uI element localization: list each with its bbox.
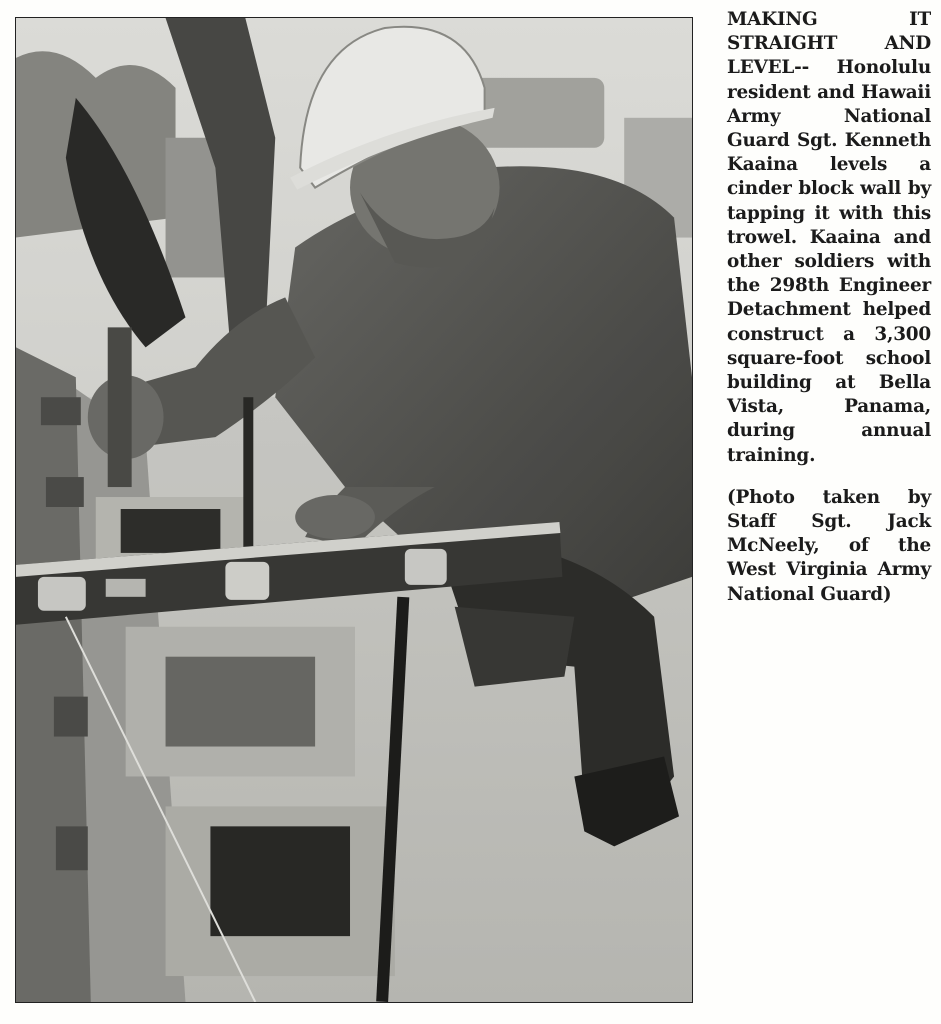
photo-credit: (Photo taken by Staff Sgt. Jack McNeely, of the West Virginia Army National Guard) [727, 486, 931, 605]
news-photo [15, 17, 693, 1003]
photo-caption [727, 8, 931, 607]
caption-body: Honolulu resident and Hawaii Army National Guard Sgt. Kenneth Kaaina levels a cinder block wall by tapping it with this trowel. Kaaina and other soldiers with the 298th Engineer Detachment helped construct a 3,300 square-foot school building at Bella Vista, Panama, during annual training. [727, 57, 931, 466]
caption-headline: MAKING IT STRAIGHT AND LEVEL-- [727, 9, 931, 79]
photograph-icon [16, 18, 692, 1002]
